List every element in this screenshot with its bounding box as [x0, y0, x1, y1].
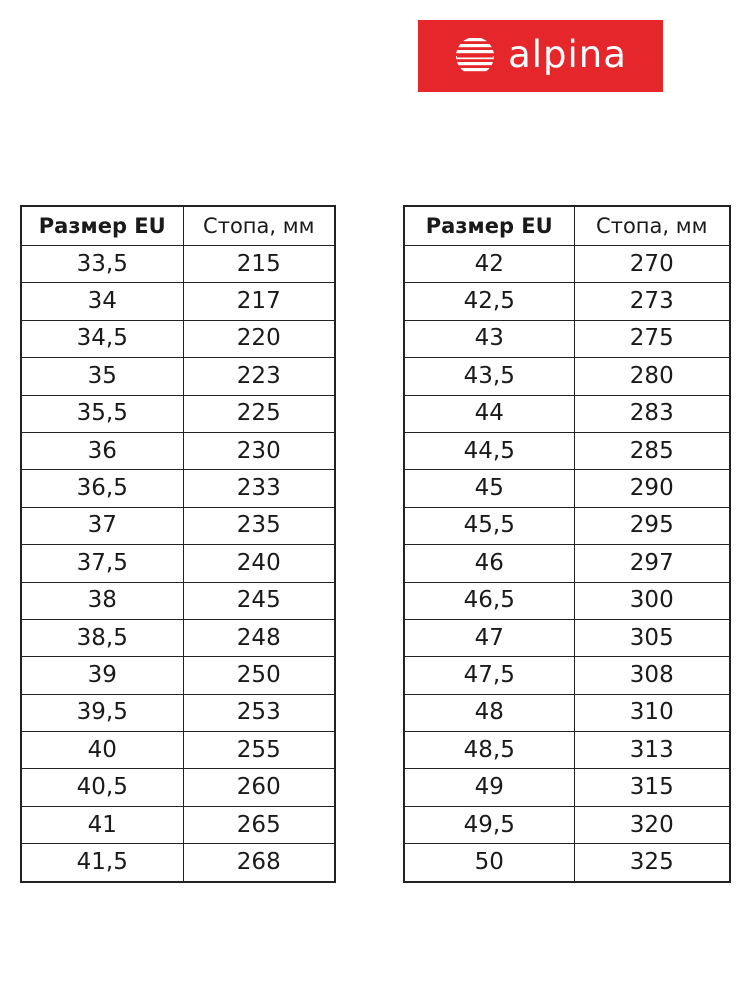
cell-foot-mm: 233	[183, 470, 335, 507]
table-row	[404, 844, 730, 882]
cell-foot-mm: 253	[183, 694, 335, 731]
cell-foot-mm: 250	[183, 657, 335, 694]
cell-size-eu: 48,5	[404, 732, 574, 769]
table-row	[21, 283, 335, 320]
cell-size-eu: 49	[404, 769, 574, 806]
cell-foot-mm: 285	[574, 432, 730, 469]
cell-size-eu: 36	[21, 432, 183, 469]
header-foot-mm: Стопа, мм	[183, 206, 335, 246]
cell-size-eu: 37	[21, 507, 183, 544]
cell-foot-mm: 217	[183, 283, 335, 320]
table-row	[404, 657, 730, 694]
table-row	[21, 732, 335, 769]
logo-text: alpina	[508, 32, 627, 76]
cell-size-eu: 48	[404, 694, 574, 731]
cell-size-eu: 36,5	[21, 470, 183, 507]
cell-foot-mm: 220	[183, 320, 335, 357]
cell-size-eu: 49,5	[404, 806, 574, 843]
cell-size-eu: 33,5	[21, 246, 183, 283]
cell-foot-mm: 248	[183, 619, 335, 656]
cell-foot-mm: 315	[574, 769, 730, 806]
cell-foot-mm: 265	[183, 806, 335, 843]
cell-size-eu: 41	[21, 806, 183, 843]
table-row	[404, 769, 730, 806]
cell-foot-mm: 300	[574, 582, 730, 619]
table-row	[21, 395, 335, 432]
cell-size-eu: 44,5	[404, 432, 574, 469]
table-row	[21, 246, 335, 283]
cell-size-eu: 45	[404, 470, 574, 507]
table-row	[404, 283, 730, 320]
table-row	[404, 395, 730, 432]
cell-size-eu: 40,5	[21, 769, 183, 806]
cell-foot-mm: 280	[574, 358, 730, 395]
cell-size-eu: 47	[404, 619, 574, 656]
table-row	[21, 657, 335, 694]
cell-size-eu: 50	[404, 844, 574, 882]
cell-size-eu: 38	[21, 582, 183, 619]
table-row	[404, 470, 730, 507]
cell-foot-mm: 268	[183, 844, 335, 882]
cell-foot-mm: 225	[183, 395, 335, 432]
table-header-row	[404, 206, 730, 246]
cell-foot-mm: 240	[183, 545, 335, 582]
cell-size-eu: 38,5	[21, 619, 183, 656]
cell-foot-mm: 245	[183, 582, 335, 619]
table-row	[21, 470, 335, 507]
cell-foot-mm: 297	[574, 545, 730, 582]
table-row	[21, 320, 335, 357]
cell-foot-mm: 235	[183, 507, 335, 544]
table-row	[21, 769, 335, 806]
cell-size-eu: 42	[404, 246, 574, 283]
cell-size-eu: 43,5	[404, 358, 574, 395]
cell-foot-mm: 275	[574, 320, 730, 357]
cell-size-eu: 44	[404, 395, 574, 432]
alpina-globe-icon	[454, 35, 496, 77]
cell-size-eu: 42,5	[404, 283, 574, 320]
cell-foot-mm: 223	[183, 358, 335, 395]
cell-foot-mm: 230	[183, 432, 335, 469]
cell-foot-mm: 295	[574, 507, 730, 544]
cell-size-eu: 43	[404, 320, 574, 357]
header-foot-mm: Стопа, мм	[574, 206, 730, 246]
cell-foot-mm: 255	[183, 732, 335, 769]
cell-foot-mm: 260	[183, 769, 335, 806]
table-row	[21, 806, 335, 843]
cell-size-eu: 39,5	[21, 694, 183, 731]
header-size-eu: Размер EU	[21, 206, 183, 246]
cell-foot-mm: 290	[574, 470, 730, 507]
table-row	[21, 432, 335, 469]
table-row	[404, 619, 730, 656]
table-row	[21, 545, 335, 582]
table-row	[404, 246, 730, 283]
table-row	[21, 582, 335, 619]
cell-size-eu: 47,5	[404, 657, 574, 694]
cell-size-eu: 40	[21, 732, 183, 769]
cell-foot-mm: 215	[183, 246, 335, 283]
cell-size-eu: 46,5	[404, 582, 574, 619]
table-row	[404, 694, 730, 731]
cell-foot-mm: 320	[574, 806, 730, 843]
table-row	[404, 507, 730, 544]
table-row	[21, 358, 335, 395]
alpina-logo	[418, 20, 663, 92]
cell-size-eu: 39	[21, 657, 183, 694]
table-row	[404, 432, 730, 469]
cell-size-eu: 41,5	[21, 844, 183, 882]
table-row	[404, 545, 730, 582]
table-row	[404, 320, 730, 357]
cell-foot-mm: 308	[574, 657, 730, 694]
cell-foot-mm: 310	[574, 694, 730, 731]
cell-size-eu: 35	[21, 358, 183, 395]
cell-size-eu: 46	[404, 545, 574, 582]
table-row	[404, 806, 730, 843]
table-row	[21, 507, 335, 544]
table-row	[404, 358, 730, 395]
table-row	[404, 582, 730, 619]
cell-size-eu: 34	[21, 283, 183, 320]
table-row	[21, 619, 335, 656]
size-table-right	[403, 205, 731, 883]
table-header-row	[21, 206, 335, 246]
cell-foot-mm: 313	[574, 732, 730, 769]
cell-foot-mm: 283	[574, 395, 730, 432]
table-row	[21, 844, 335, 882]
cell-foot-mm: 270	[574, 246, 730, 283]
table-row	[404, 732, 730, 769]
cell-size-eu: 37,5	[21, 545, 183, 582]
size-table-left	[20, 205, 336, 883]
cell-size-eu: 34,5	[21, 320, 183, 357]
cell-foot-mm: 273	[574, 283, 730, 320]
cell-foot-mm: 325	[574, 844, 730, 882]
cell-size-eu: 45,5	[404, 507, 574, 544]
cell-foot-mm: 305	[574, 619, 730, 656]
table-row	[21, 694, 335, 731]
header-size-eu: Размер EU	[404, 206, 574, 246]
cell-size-eu: 35,5	[21, 395, 183, 432]
